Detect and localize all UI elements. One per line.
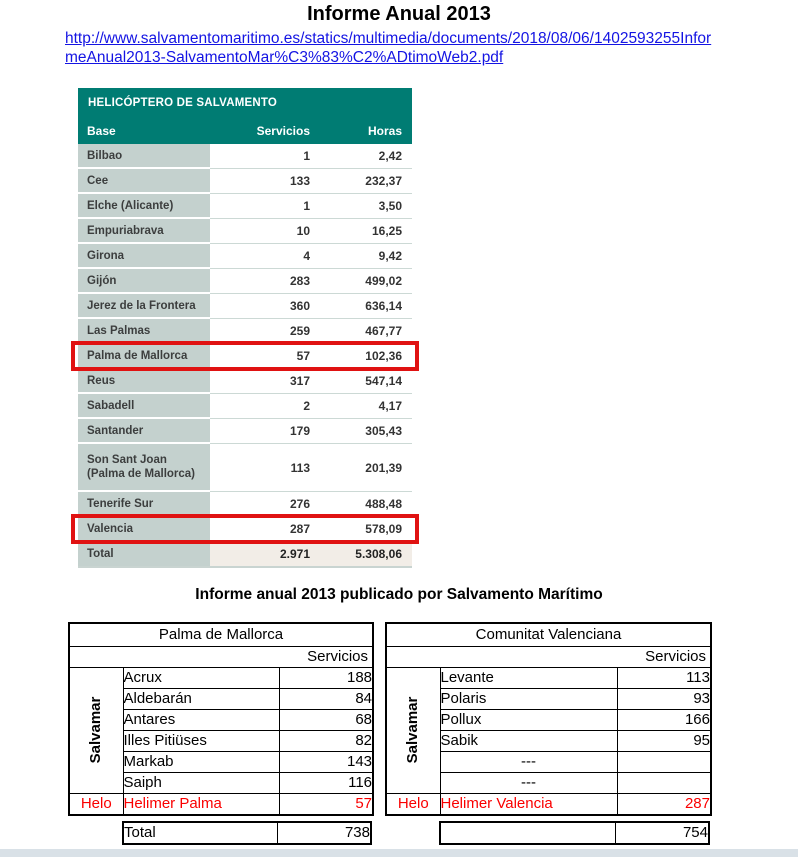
servicios-cell: 283 [210,269,320,294]
servicios-cell: 133 [210,169,320,194]
detail-table-title: Comunitat Valenciana [386,623,711,646]
base-cell: Valencia [78,517,210,542]
helicopter-row [78,419,412,444]
detail-table-slot [68,622,372,845]
column-servicios: Servicios [256,124,310,138]
helo-row [386,793,711,815]
vessel-value: 68 [279,709,373,730]
detail-table-slot [385,622,710,845]
horas-cell: 467,77 [320,319,412,344]
vessel-name: Markab [123,751,279,772]
base-cell: Bilbao [78,144,210,169]
vessel-name: Aldebarán [123,688,279,709]
group-cell [69,667,123,793]
detail-table-title: Palma de Mallorca [69,623,373,646]
vessel-value: 93 [617,688,711,709]
vessel-name: Polaris [440,688,617,709]
detail-total-table [439,821,710,845]
column-base: Base [87,124,116,138]
helicopter-row [78,194,412,219]
helicopter-row [78,344,412,369]
base-cell: Santander [78,419,210,444]
horas-cell: 499,02 [320,269,412,294]
horas-cell: 578,09 [320,517,412,542]
vessel-value: 95 [617,730,711,751]
detail-servicios-header: Servicios [69,646,373,667]
detail-total-table [122,821,372,845]
vessel-name: --- [440,772,617,793]
detail-row [69,667,373,688]
helicopter-total-row [78,542,412,568]
detail-title-row [69,623,373,646]
group-cell [386,667,440,793]
helo-name: Helimer Palma [123,793,279,815]
servicios-cell: 1 [210,144,320,169]
detail-servicios-header: Servicios [386,646,711,667]
caption: Informe anual 2013 publicado por Salvamento Marítimo [195,586,603,603]
helicopter-row [78,394,412,419]
horas-cell: 305,43 [320,419,412,444]
vessel-name: Antares [123,709,279,730]
bottom-strip [0,849,798,857]
total-servicios-cell: 2.971 [210,542,320,568]
detail-table [385,622,712,816]
pdf-link-line2: meAnual2013-SalvamentoMar%C3%83%C2%ADtimoWeb2.pdf [65,49,504,66]
base-cell: Las Palmas [78,319,210,344]
servicios-cell: 179 [210,419,320,444]
horas-cell: 9,42 [320,244,412,269]
group-label: Salvamar [87,696,105,764]
helicopter-table-title: HELICÓPTERO DE SALVAMENTO [78,88,412,118]
total-row [123,822,371,844]
vessel-value: 82 [279,730,373,751]
servicios-cell: 57 [210,344,320,369]
vessel-name: --- [440,751,617,772]
horas-cell: 3,50 [320,194,412,219]
helicopter-row [78,144,412,169]
servicios-cell: 317 [210,369,320,394]
horas-cell: 4,17 [320,394,412,419]
base-cell: Girona [78,244,210,269]
vessel-name: Pollux [440,709,617,730]
vessel-name: Illes Pitiüses [123,730,279,751]
servicios-cell: 2 [210,394,320,419]
helicopter-row [78,169,412,194]
servicios-cell: 10 [210,219,320,244]
vessel-name: Sabik [440,730,617,751]
total-label [440,822,616,844]
base-cell: Empuriabrava [78,219,210,244]
vessel-value: 188 [279,667,373,688]
base-cell: Jerez de la Frontera [78,294,210,319]
horas-cell: 547,14 [320,369,412,394]
base-cell: Tenerife Sur [78,492,210,517]
helicopter-row [78,319,412,344]
helo-row [69,793,373,815]
vessel-value: 113 [617,667,711,688]
vessel-value: 84 [279,688,373,709]
vessel-name: Acrux [123,667,279,688]
horas-cell: 16,25 [320,219,412,244]
helicopter-row [78,219,412,244]
helicopter-row [78,294,412,319]
vessel-value: 143 [279,751,373,772]
helo-label: Helo [386,793,440,815]
detail-row [386,667,711,688]
helicopter-row [78,269,412,294]
horas-cell: 232,37 [320,169,412,194]
horas-cell: 2,42 [320,144,412,169]
vessel-value [617,751,711,772]
base-cell: Gijón [78,269,210,294]
vessel-value: 166 [617,709,711,730]
detail-servicios-row [386,646,711,667]
total-label: Total [123,822,278,844]
helicopter-table [78,88,412,568]
column-horas: Horas [367,124,402,138]
base-cell: Cee [78,169,210,194]
helo-value: 287 [617,793,711,815]
servicios-cell: 360 [210,294,320,319]
vessel-name: Saiph [123,772,279,793]
vessel-value: 116 [279,772,373,793]
helo-value: 57 [279,793,373,815]
total-value: 738 [278,822,371,844]
servicios-cell: 287 [210,517,320,542]
base-cell: Elche (Alicante) [78,194,210,219]
helicopter-table-body [78,144,412,542]
horas-cell: 636,14 [320,294,412,319]
helicopter-row [78,517,412,542]
servicios-cell: 113 [210,444,320,492]
servicios-cell: 1 [210,194,320,219]
servicios-cell: 4 [210,244,320,269]
horas-cell: 488,48 [320,492,412,517]
pdf-link-line1: http://www.salvamentomaritimo.es/statics/multimedia/documents/2018/08/06/1402593255Infor [65,30,712,47]
helicopter-row [78,244,412,269]
group-label: Salvamar [404,696,422,764]
total-value: 754 [616,822,709,844]
base-cell: Reus [78,369,210,394]
horas-cell: 102,36 [320,344,412,369]
helicopter-row [78,444,412,492]
detail-servicios-row [69,646,373,667]
servicios-cell: 259 [210,319,320,344]
helicopter-row [78,492,412,517]
base-cell: Son Sant Joan (Palma de Mallorca) [78,444,210,492]
helicopter-row [78,369,412,394]
servicios-cell: 276 [210,492,320,517]
helo-name: Helimer Valencia [440,793,617,815]
base-cell: Sabadell [78,394,210,419]
vessel-name: Levante [440,667,617,688]
helicopter-table-column-header [78,118,412,144]
pdf-link[interactable] [65,29,775,67]
detail-title-row [386,623,711,646]
vessel-value [617,772,711,793]
base-cell: Palma de Mallorca [78,344,210,369]
helo-label: Helo [69,793,123,815]
total-horas-cell: 5.308,06 [320,542,412,568]
detail-table [68,622,374,816]
page-title: Informe Anual 2013 [307,3,491,25]
total-row [440,822,709,844]
horas-cell: 201,39 [320,444,412,492]
total-base-cell: Total [78,542,210,568]
